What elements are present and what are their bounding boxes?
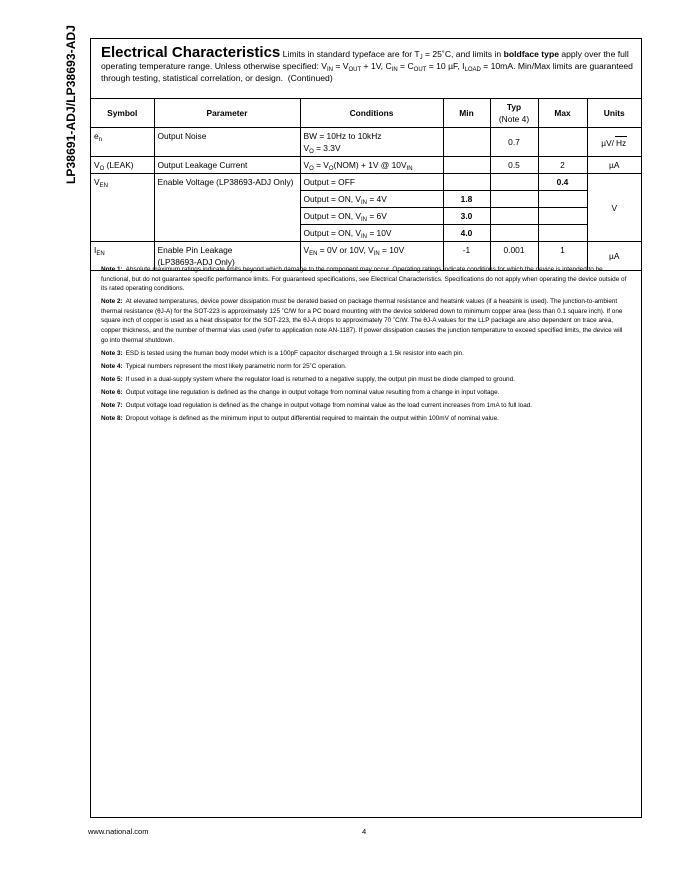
cell-symbol: $I_{EN}$ — [91, 242, 154, 271]
cell-typ — [490, 225, 538, 242]
col-symbol: Symbol — [91, 99, 154, 128]
cell-symbol: $V_O$ (LEAK) — [91, 157, 154, 174]
cell-typ: 0.7 — [490, 128, 538, 157]
col-min: Min — [443, 99, 490, 128]
note-8: Note 8: Dropout voltage is defined as the minimum input to output differential required to maintain the output within 100mV of nominal value. — [101, 415, 499, 423]
note-4: Note 4: Typical numbers represent the most likely parametric norm for 25˚C operation. — [101, 362, 347, 370]
cell-conditions: $V_{EN} = 0V$ or 10V, $V_{IN} = 10V$ — [300, 242, 443, 271]
page-number: 4 — [362, 827, 367, 836]
cell-max: 1 — [538, 242, 587, 271]
cell-units: µA — [587, 157, 641, 174]
cell-symbol: $e_n$ — [91, 128, 154, 157]
cell-conditions: Output = ON, $V_{IN} = 10V$ — [300, 225, 443, 242]
cell-max: 2 — [538, 157, 587, 174]
intro-text: Limits in standard typeface are for $T_J$ = 25˚C, and limits in boldface type apply over the full operating temperature range. Unless otherwise specified: $V_{IN} = V_{OUT} + 1V$, $C_{IN} = C_{OUT} = 10$ µF, $I_{LOAD} = 10mA$. Min/Max limits are guaranteed through testing, statistical correlation, or design. (Continued) — [101, 49, 633, 83]
cell-conditions: Output = OFF — [300, 174, 443, 191]
cell-conditions: Output = ON, $V_{IN} = 4V$ — [300, 191, 443, 208]
cell-max: 0.4 — [538, 174, 587, 191]
footer-website: www.national.com — [88, 827, 149, 836]
section-header — [101, 44, 633, 84]
cell-min: 3.0 — [443, 208, 490, 225]
cell-min — [443, 128, 490, 157]
col-conditions: Conditions — [300, 99, 443, 128]
cell-units: µV/ Hz — [587, 128, 641, 157]
note-7: Note 7: Output voltage load regulation is defined as the change in output voltage from nominal value as the load current increases from 1mA to full load. — [101, 402, 533, 410]
col-units: Units — [587, 99, 641, 128]
col-parameter: Parameter — [154, 99, 300, 128]
sidebar-part-number: LP38691-ADJ/LP38693-ADJ — [64, 24, 78, 184]
cell-typ — [490, 208, 538, 225]
note-6: Note 6: Output voltage line regulation is defined as the change in output voltage from nominal value resulting from a change in input voltage. — [101, 389, 500, 397]
notes-section — [101, 265, 631, 427]
continued-label: (Continued) — [287, 73, 333, 83]
table-header-row — [91, 99, 641, 128]
cell-max — [538, 128, 587, 157]
col-typ: Typ (Note 4) — [490, 99, 538, 128]
cell-symbol: $V_{EN}$ — [91, 174, 154, 242]
cell-min: 1.8 — [443, 191, 490, 208]
cell-conditions: BW = 10Hz to 10kHz $V_O = 3.3V$ — [300, 128, 443, 157]
content-frame — [90, 38, 642, 818]
cell-units: µA — [587, 242, 641, 271]
note-5: Note 5: If used in a dual-supply system where the regulator load is returned to a negative supply, the output pin must be diode clamped to ground. — [101, 375, 515, 383]
section-title: Electrical Characteristics — [101, 44, 281, 61]
cell-max — [538, 225, 587, 242]
cell-max — [538, 208, 587, 225]
cell-parameter: Output Noise — [154, 128, 300, 157]
cell-typ: 0.001 — [490, 242, 538, 271]
note-1: Note 1: Absolute maximum ratings indicate limits beyond which damage to the component may occur. Operating ratings indicate conditions for which the device is intended to be functional, but do not guarantee specific performance limits. For guaranteed specifications, see Electrical Characteristics. Specifications do not apply when operating the device outside of its rated operating conditions. — [101, 266, 627, 293]
cell-typ: 0.5 — [490, 157, 538, 174]
cell-typ — [490, 191, 538, 208]
electrical-characteristics-table — [91, 98, 641, 271]
cell-min: -1 — [443, 242, 490, 271]
cell-units: V — [587, 174, 641, 242]
table-row-output-noise — [91, 128, 641, 157]
cell-min — [443, 174, 490, 191]
cell-typ — [490, 174, 538, 191]
cell-max — [538, 191, 587, 208]
col-max: Max — [538, 99, 587, 128]
table-row-output-leakage — [91, 157, 641, 174]
cell-conditions: $V_O = V_O(NOM) + 1V$ @ $10V_{IN}$ — [300, 157, 443, 174]
note-3: Note 3: ESD is tested using the human body model which is a 100pF capacitor discharged through a 1.5k resistor into each pin. — [101, 349, 464, 357]
cell-parameter: Enable Voltage (LP38693-ADJ Only) — [154, 174, 300, 242]
table-row-enable-voltage — [91, 174, 641, 191]
cell-parameter: Enable Pin Leakage (LP38693-ADJ Only) — [154, 242, 300, 271]
cell-min — [443, 157, 490, 174]
note-2: Note 2: At elevated temperatures, device power dissipation must be derated based on package thermal resistance and heatsink values (if a heatsink is used). The junction-to-ambient thermal resistance (θJ-A) for the SOT-223 is approximately 125 ˚C/W for a PC board mounting with the device soldered down to minimum copper area (less than 0.1 square inch). If one square inch of copper is used as a heat dissipator for the SOT-223, the θJ-A drops to approximately 70 ˚C/W. The θJ-A values for the LLP package are also dependent on trace area, copper thickness, and the number of thermal vias used (refer to application note AN-1187). If power dissipation causes the junction temperature to exceed specified limits, the device will go into thermal shutdown. — [101, 298, 623, 344]
cell-conditions: Output = ON, $V_{IN} = 6V$ — [300, 208, 443, 225]
cell-min: 4.0 — [443, 225, 490, 242]
cell-parameter: Output Leakage Current — [154, 157, 300, 174]
sqrt-hz: Hz — [616, 137, 627, 148]
